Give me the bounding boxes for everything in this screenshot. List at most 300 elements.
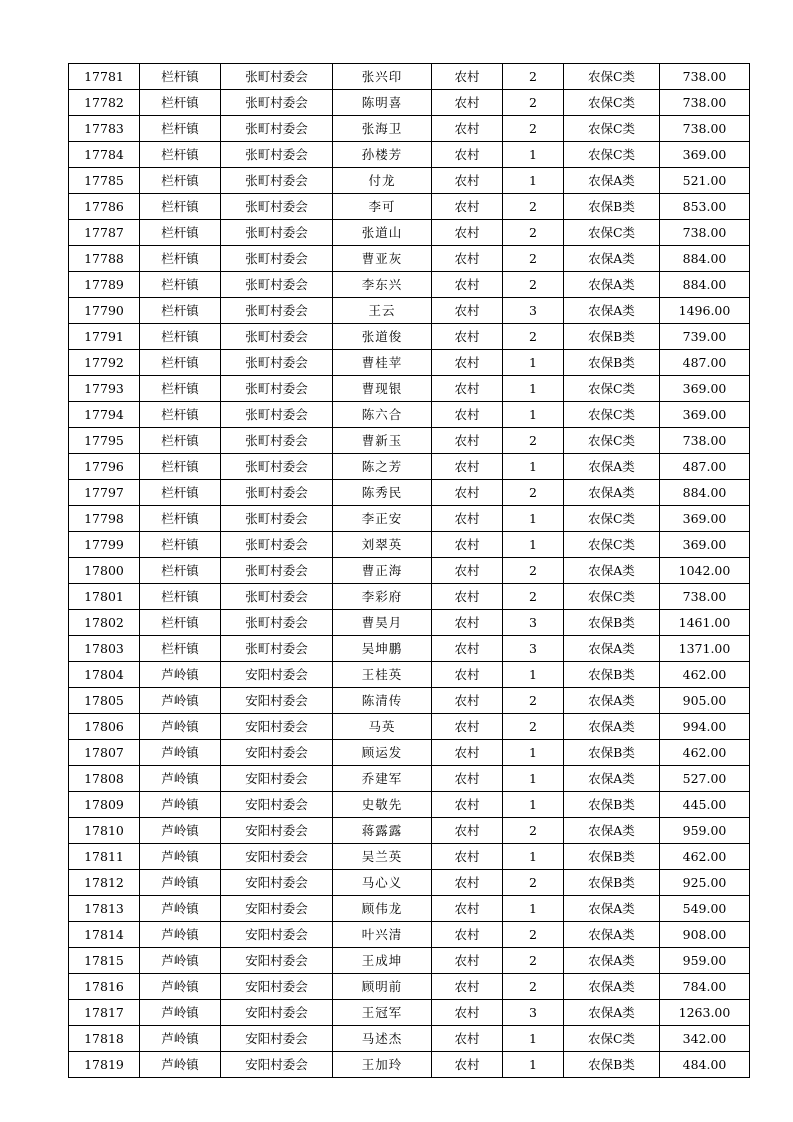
- cell-category: 农保A类: [564, 272, 660, 298]
- cell-months: 2: [503, 194, 564, 220]
- cell-id: 17815: [69, 948, 140, 974]
- cell-town: 栏杆镇: [140, 246, 221, 272]
- cell-amount: 487.00: [660, 350, 750, 376]
- cell-type: 农村: [432, 714, 503, 740]
- cell-months: 1: [503, 168, 564, 194]
- cell-category: 农保C类: [564, 376, 660, 402]
- cell-months: 2: [503, 714, 564, 740]
- cell-amount: 884.00: [660, 272, 750, 298]
- cell-category: 农保C类: [564, 532, 660, 558]
- cell-id: 17814: [69, 922, 140, 948]
- cell-id: 17808: [69, 766, 140, 792]
- cell-months: 3: [503, 298, 564, 324]
- table-row: [69, 272, 750, 298]
- cell-id: 17784: [69, 142, 140, 168]
- cell-months: 2: [503, 974, 564, 1000]
- cell-name: 孙楼芳: [333, 142, 432, 168]
- cell-name: 陈之芳: [333, 454, 432, 480]
- cell-category: 农保A类: [564, 896, 660, 922]
- cell-id: 17810: [69, 818, 140, 844]
- cell-village: 安阳村委会: [221, 870, 333, 896]
- cell-town: 栏杆镇: [140, 610, 221, 636]
- table-row: [69, 818, 750, 844]
- cell-months: 3: [503, 610, 564, 636]
- cell-amount: 738.00: [660, 584, 750, 610]
- cell-village: 安阳村委会: [221, 1000, 333, 1026]
- cell-category: 农保B类: [564, 792, 660, 818]
- cell-type: 农村: [432, 402, 503, 428]
- cell-id: 17792: [69, 350, 140, 376]
- cell-type: 农村: [432, 376, 503, 402]
- cell-town: 栏杆镇: [140, 454, 221, 480]
- cell-amount: 1042.00: [660, 558, 750, 584]
- cell-amount: 784.00: [660, 974, 750, 1000]
- cell-amount: 549.00: [660, 896, 750, 922]
- cell-village: 安阳村委会: [221, 922, 333, 948]
- cell-months: 2: [503, 922, 564, 948]
- cell-village: 安阳村委会: [221, 740, 333, 766]
- cell-months: 1: [503, 376, 564, 402]
- cell-amount: 884.00: [660, 480, 750, 506]
- cell-name: 曹正海: [333, 558, 432, 584]
- cell-id: 17817: [69, 1000, 140, 1026]
- cell-category: 农保C类: [564, 90, 660, 116]
- table-row: [69, 1052, 750, 1078]
- cell-amount: 925.00: [660, 870, 750, 896]
- cell-name: 张兴印: [333, 64, 432, 90]
- cell-town: 芦岭镇: [140, 844, 221, 870]
- table-row: [69, 116, 750, 142]
- cell-category: 农保C类: [564, 64, 660, 90]
- cell-type: 农村: [432, 1000, 503, 1026]
- table-row: [69, 922, 750, 948]
- cell-type: 农村: [432, 428, 503, 454]
- cell-village: 安阳村委会: [221, 1052, 333, 1078]
- cell-name: 曹桂苹: [333, 350, 432, 376]
- cell-id: 17794: [69, 402, 140, 428]
- table-row: [69, 558, 750, 584]
- cell-id: 17816: [69, 974, 140, 1000]
- cell-category: 农保C类: [564, 506, 660, 532]
- cell-village: 安阳村委会: [221, 688, 333, 714]
- cell-village: 张町村委会: [221, 272, 333, 298]
- cell-name: 张海卫: [333, 116, 432, 142]
- cell-name: 曹亚灰: [333, 246, 432, 272]
- cell-months: 1: [503, 1052, 564, 1078]
- table-row: [69, 350, 750, 376]
- table-row: [69, 506, 750, 532]
- cell-name: 王云: [333, 298, 432, 324]
- cell-type: 农村: [432, 220, 503, 246]
- cell-name: 顾运发: [333, 740, 432, 766]
- table-row: [69, 324, 750, 350]
- cell-type: 农村: [432, 662, 503, 688]
- cell-id: 17800: [69, 558, 140, 584]
- cell-town: 芦岭镇: [140, 1000, 221, 1026]
- cell-months: 3: [503, 636, 564, 662]
- cell-id: 17809: [69, 792, 140, 818]
- cell-months: 2: [503, 90, 564, 116]
- cell-name: 吴兰英: [333, 844, 432, 870]
- cell-id: 17798: [69, 506, 140, 532]
- cell-id: 17791: [69, 324, 140, 350]
- cell-months: 2: [503, 220, 564, 246]
- cell-category: 农保B类: [564, 844, 660, 870]
- cell-village: 张町村委会: [221, 480, 333, 506]
- cell-name: 王成坤: [333, 948, 432, 974]
- cell-village: 张町村委会: [221, 454, 333, 480]
- cell-id: 17796: [69, 454, 140, 480]
- cell-town: 栏杆镇: [140, 376, 221, 402]
- cell-category: 农保C类: [564, 220, 660, 246]
- cell-village: 安阳村委会: [221, 818, 333, 844]
- cell-months: 1: [503, 740, 564, 766]
- cell-town: 芦岭镇: [140, 896, 221, 922]
- cell-id: 17811: [69, 844, 140, 870]
- cell-id: 17797: [69, 480, 140, 506]
- table-row: [69, 1026, 750, 1052]
- cell-name: 顾明前: [333, 974, 432, 1000]
- cell-months: 2: [503, 948, 564, 974]
- cell-town: 芦岭镇: [140, 688, 221, 714]
- cell-id: 17819: [69, 1052, 140, 1078]
- cell-name: 刘翠英: [333, 532, 432, 558]
- cell-amount: 369.00: [660, 376, 750, 402]
- cell-name: 马述杰: [333, 1026, 432, 1052]
- cell-town: 栏杆镇: [140, 64, 221, 90]
- cell-village: 安阳村委会: [221, 714, 333, 740]
- cell-town: 栏杆镇: [140, 272, 221, 298]
- table-row: [69, 688, 750, 714]
- table-row: [69, 402, 750, 428]
- cell-type: 农村: [432, 974, 503, 1000]
- cell-town: 芦岭镇: [140, 662, 221, 688]
- cell-months: 2: [503, 584, 564, 610]
- table-row: [69, 142, 750, 168]
- cell-name: 吴坤鹏: [333, 636, 432, 662]
- cell-town: 栏杆镇: [140, 194, 221, 220]
- table-row: [69, 90, 750, 116]
- cell-type: 农村: [432, 1026, 503, 1052]
- cell-amount: 1496.00: [660, 298, 750, 324]
- table-row: [69, 376, 750, 402]
- table-row: [69, 1000, 750, 1026]
- cell-village: 张町村委会: [221, 584, 333, 610]
- cell-months: 2: [503, 428, 564, 454]
- cell-months: 1: [503, 402, 564, 428]
- cell-category: 农保B类: [564, 194, 660, 220]
- cell-months: 1: [503, 142, 564, 168]
- cell-amount: 445.00: [660, 792, 750, 818]
- cell-category: 农保A类: [564, 766, 660, 792]
- cell-village: 张町村委会: [221, 194, 333, 220]
- cell-type: 农村: [432, 324, 503, 350]
- cell-category: 农保B类: [564, 662, 660, 688]
- cell-category: 农保B类: [564, 870, 660, 896]
- cell-amount: 959.00: [660, 818, 750, 844]
- cell-town: 芦岭镇: [140, 766, 221, 792]
- cell-town: 栏杆镇: [140, 584, 221, 610]
- table-row: [69, 844, 750, 870]
- table-row: [69, 168, 750, 194]
- table-row: [69, 428, 750, 454]
- cell-months: 2: [503, 558, 564, 584]
- cell-name: 马英: [333, 714, 432, 740]
- cell-id: 17806: [69, 714, 140, 740]
- cell-village: 张町村委会: [221, 116, 333, 142]
- cell-amount: 853.00: [660, 194, 750, 220]
- cell-amount: 1263.00: [660, 1000, 750, 1026]
- cell-id: 17795: [69, 428, 140, 454]
- cell-name: 陈清传: [333, 688, 432, 714]
- cell-village: 张町村委会: [221, 324, 333, 350]
- cell-id: 17785: [69, 168, 140, 194]
- cell-village: 安阳村委会: [221, 662, 333, 688]
- cell-town: 栏杆镇: [140, 116, 221, 142]
- cell-category: 农保A类: [564, 818, 660, 844]
- cell-type: 农村: [432, 948, 503, 974]
- cell-town: 栏杆镇: [140, 168, 221, 194]
- cell-id: 17807: [69, 740, 140, 766]
- cell-town: 芦岭镇: [140, 792, 221, 818]
- cell-amount: 462.00: [660, 662, 750, 688]
- cell-category: 农保C类: [564, 116, 660, 142]
- cell-category: 农保A类: [564, 454, 660, 480]
- cell-name: 蒋露露: [333, 818, 432, 844]
- cell-village: 张町村委会: [221, 610, 333, 636]
- cell-name: 陈秀民: [333, 480, 432, 506]
- cell-category: 农保B类: [564, 740, 660, 766]
- cell-amount: 738.00: [660, 116, 750, 142]
- cell-village: 安阳村委会: [221, 974, 333, 1000]
- cell-town: 栏杆镇: [140, 90, 221, 116]
- cell-amount: 738.00: [660, 428, 750, 454]
- cell-amount: 739.00: [660, 324, 750, 350]
- cell-category: 农保A类: [564, 974, 660, 1000]
- cell-town: 栏杆镇: [140, 350, 221, 376]
- cell-months: 1: [503, 350, 564, 376]
- cell-type: 农村: [432, 480, 503, 506]
- cell-village: 张町村委会: [221, 402, 333, 428]
- table-row: [69, 64, 750, 90]
- cell-name: 陈明喜: [333, 90, 432, 116]
- cell-category: 农保A类: [564, 636, 660, 662]
- cell-name: 曹现银: [333, 376, 432, 402]
- cell-type: 农村: [432, 688, 503, 714]
- cell-category: 农保A类: [564, 714, 660, 740]
- cell-type: 农村: [432, 350, 503, 376]
- table-row: [69, 584, 750, 610]
- cell-category: 农保B类: [564, 1052, 660, 1078]
- cell-amount: 521.00: [660, 168, 750, 194]
- beneficiary-table: [68, 63, 750, 1078]
- table-body: [69, 64, 750, 1078]
- cell-town: 栏杆镇: [140, 428, 221, 454]
- cell-town: 栏杆镇: [140, 402, 221, 428]
- cell-months: 1: [503, 662, 564, 688]
- cell-amount: 369.00: [660, 142, 750, 168]
- cell-id: 17812: [69, 870, 140, 896]
- cell-id: 17801: [69, 584, 140, 610]
- cell-village: 张町村委会: [221, 168, 333, 194]
- cell-id: 17803: [69, 636, 140, 662]
- cell-id: 17781: [69, 64, 140, 90]
- cell-category: 农保C类: [564, 428, 660, 454]
- cell-months: 2: [503, 116, 564, 142]
- cell-name: 王冠军: [333, 1000, 432, 1026]
- cell-type: 农村: [432, 116, 503, 142]
- cell-name: 叶兴清: [333, 922, 432, 948]
- cell-category: 农保A类: [564, 688, 660, 714]
- cell-type: 农村: [432, 454, 503, 480]
- cell-name: 陈六合: [333, 402, 432, 428]
- cell-name: 王加玲: [333, 1052, 432, 1078]
- cell-category: 农保C类: [564, 142, 660, 168]
- cell-type: 农村: [432, 168, 503, 194]
- cell-id: 17787: [69, 220, 140, 246]
- cell-amount: 1371.00: [660, 636, 750, 662]
- cell-type: 农村: [432, 272, 503, 298]
- cell-id: 17799: [69, 532, 140, 558]
- cell-category: 农保B类: [564, 324, 660, 350]
- cell-town: 栏杆镇: [140, 506, 221, 532]
- cell-months: 2: [503, 64, 564, 90]
- cell-months: 1: [503, 766, 564, 792]
- cell-type: 农村: [432, 246, 503, 272]
- table-row: [69, 714, 750, 740]
- cell-category: 农保A类: [564, 168, 660, 194]
- table-row: [69, 454, 750, 480]
- cell-village: 安阳村委会: [221, 948, 333, 974]
- cell-id: 17790: [69, 298, 140, 324]
- cell-type: 农村: [432, 818, 503, 844]
- cell-type: 农村: [432, 584, 503, 610]
- cell-months: 2: [503, 688, 564, 714]
- cell-id: 17805: [69, 688, 140, 714]
- cell-village: 张町村委会: [221, 428, 333, 454]
- cell-town: 栏杆镇: [140, 298, 221, 324]
- cell-type: 农村: [432, 636, 503, 662]
- table-row: [69, 480, 750, 506]
- table-row: [69, 636, 750, 662]
- cell-village: 安阳村委会: [221, 1026, 333, 1052]
- cell-town: 芦岭镇: [140, 870, 221, 896]
- cell-name: 乔建军: [333, 766, 432, 792]
- cell-name: 李东兴: [333, 272, 432, 298]
- cell-id: 17813: [69, 896, 140, 922]
- cell-category: 农保A类: [564, 298, 660, 324]
- table-row: [69, 298, 750, 324]
- cell-category: 农保C类: [564, 402, 660, 428]
- cell-category: 农保A类: [564, 558, 660, 584]
- cell-village: 张町村委会: [221, 298, 333, 324]
- cell-town: 栏杆镇: [140, 558, 221, 584]
- cell-amount: 462.00: [660, 844, 750, 870]
- cell-village: 安阳村委会: [221, 792, 333, 818]
- cell-amount: 342.00: [660, 1026, 750, 1052]
- table-row: [69, 792, 750, 818]
- cell-category: 农保A类: [564, 1000, 660, 1026]
- cell-category: 农保B类: [564, 350, 660, 376]
- cell-amount: 994.00: [660, 714, 750, 740]
- cell-category: 农保A类: [564, 246, 660, 272]
- cell-village: 张町村委会: [221, 532, 333, 558]
- cell-town: 栏杆镇: [140, 220, 221, 246]
- cell-amount: 527.00: [660, 766, 750, 792]
- cell-name: 张道山: [333, 220, 432, 246]
- cell-months: 1: [503, 454, 564, 480]
- table-row: [69, 220, 750, 246]
- cell-months: 1: [503, 532, 564, 558]
- cell-village: 张町村委会: [221, 636, 333, 662]
- cell-name: 王桂英: [333, 662, 432, 688]
- cell-name: 李正安: [333, 506, 432, 532]
- cell-category: 农保A类: [564, 922, 660, 948]
- cell-amount: 369.00: [660, 532, 750, 558]
- cell-town: 栏杆镇: [140, 532, 221, 558]
- table-row: [69, 532, 750, 558]
- cell-amount: 959.00: [660, 948, 750, 974]
- cell-amount: 738.00: [660, 90, 750, 116]
- cell-id: 17786: [69, 194, 140, 220]
- cell-town: 芦岭镇: [140, 1026, 221, 1052]
- cell-town: 芦岭镇: [140, 922, 221, 948]
- table-row: [69, 870, 750, 896]
- cell-amount: 369.00: [660, 402, 750, 428]
- cell-type: 农村: [432, 194, 503, 220]
- cell-name: 顾伟龙: [333, 896, 432, 922]
- table-row: [69, 974, 750, 1000]
- cell-id: 17783: [69, 116, 140, 142]
- cell-village: 张町村委会: [221, 350, 333, 376]
- table-row: [69, 948, 750, 974]
- cell-village: 张町村委会: [221, 246, 333, 272]
- cell-town: 芦岭镇: [140, 974, 221, 1000]
- cell-type: 农村: [432, 558, 503, 584]
- cell-amount: 487.00: [660, 454, 750, 480]
- cell-town: 芦岭镇: [140, 1052, 221, 1078]
- table-row: [69, 610, 750, 636]
- cell-amount: 484.00: [660, 1052, 750, 1078]
- table-row: [69, 246, 750, 272]
- cell-months: 1: [503, 792, 564, 818]
- cell-village: 安阳村委会: [221, 896, 333, 922]
- cell-type: 农村: [432, 844, 503, 870]
- table-row: [69, 896, 750, 922]
- cell-id: 17788: [69, 246, 140, 272]
- cell-type: 农村: [432, 766, 503, 792]
- cell-town: 栏杆镇: [140, 142, 221, 168]
- cell-name: 付龙: [333, 168, 432, 194]
- cell-village: 张町村委会: [221, 64, 333, 90]
- cell-id: 17789: [69, 272, 140, 298]
- cell-amount: 738.00: [660, 64, 750, 90]
- cell-town: 栏杆镇: [140, 324, 221, 350]
- cell-type: 农村: [432, 506, 503, 532]
- cell-village: 张町村委会: [221, 142, 333, 168]
- cell-town: 栏杆镇: [140, 480, 221, 506]
- cell-amount: 908.00: [660, 922, 750, 948]
- cell-amount: 369.00: [660, 506, 750, 532]
- cell-amount: 1461.00: [660, 610, 750, 636]
- cell-category: 农保A类: [564, 480, 660, 506]
- cell-name: 张道俊: [333, 324, 432, 350]
- cell-town: 芦岭镇: [140, 740, 221, 766]
- cell-village: 张町村委会: [221, 506, 333, 532]
- cell-id: 17793: [69, 376, 140, 402]
- cell-amount: 905.00: [660, 688, 750, 714]
- cell-type: 农村: [432, 142, 503, 168]
